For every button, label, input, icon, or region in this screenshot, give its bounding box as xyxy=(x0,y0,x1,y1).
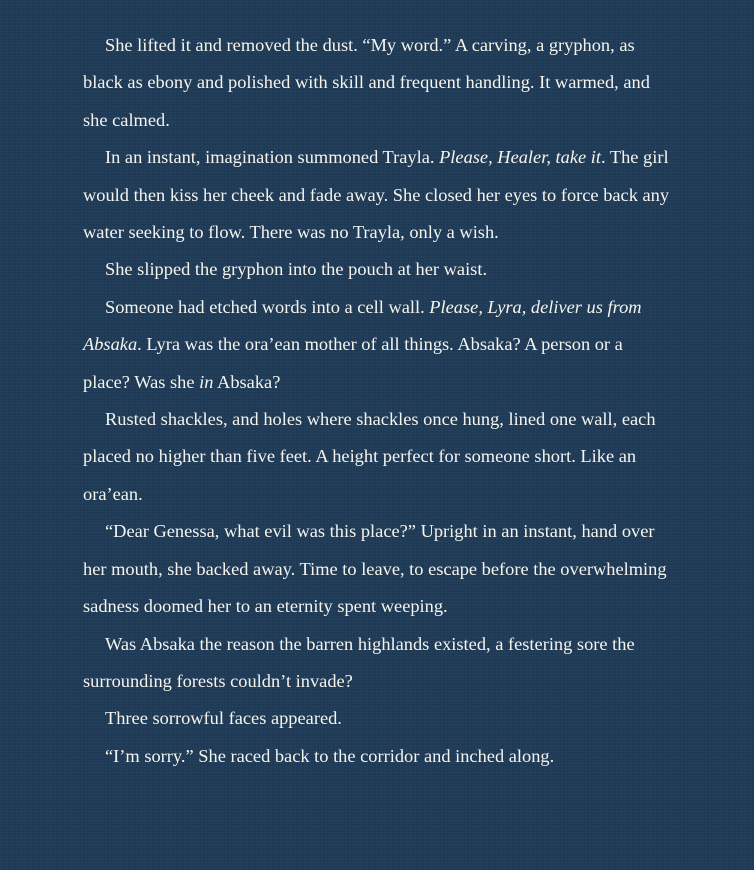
text-run: . Lyra was the ora’ean mother of all things. Absaka? A person or a place? Was she xyxy=(83,334,623,392)
text-run: Rusted shackles, and holes where shackles once hung, lined one wall, each placed no higher than five feet. A height perfect for someone short. Like an ora’ean. xyxy=(83,409,656,504)
italic-text-run: in xyxy=(199,371,214,392)
paragraph-5 xyxy=(83,401,673,513)
paragraph-9 xyxy=(83,738,673,775)
text-run: She slipped the gryphon into the pouch at her waist. xyxy=(105,259,488,280)
paragraph-4 xyxy=(83,289,673,401)
italic-text-run: Please, Healer, take it xyxy=(439,147,601,168)
text-run: “Dear Genessa, what evil was this place?” Upright in an instant, hand over her mouth, she backed away. Time to leave, to escape before the overwhelming sadness doomed her to an eternity spent weeping. xyxy=(83,521,667,617)
book-page xyxy=(83,27,673,775)
paragraph-6 xyxy=(83,513,673,625)
text-run: . The girl would then kiss her cheek and fade away. She closed her eyes to force back any water seeking to flow. There was no Trayla, only a wish. xyxy=(83,147,670,243)
paragraph-1 xyxy=(83,27,673,139)
text-run: Was Absaka the reason the barren highlands existed, a festering sore the surrounding forests couldn’t invade? xyxy=(83,633,635,691)
text-run: She lifted it and removed the dust. “My word.” A carving, a gryphon, as black as ebony and polished with skill and frequent handling. It warmed, and she calmed. xyxy=(83,35,650,130)
text-run: Absaka? xyxy=(213,371,281,392)
text-run: Someone had etched words into a cell wall. xyxy=(105,296,430,317)
text-run: In an instant, imagination summoned Trayla. xyxy=(105,147,440,168)
paragraph-7 xyxy=(83,626,673,701)
italic-text-run: Please, Lyra, deliver us from Absaka xyxy=(83,296,642,355)
paragraph-8 xyxy=(83,700,673,737)
text-run: “I’m sorry.” She raced back to the corridor and inched along. xyxy=(105,745,555,766)
text-run: Three sorrowful faces appeared. xyxy=(105,708,342,729)
paragraph-2 xyxy=(83,139,673,251)
paragraph-3 xyxy=(83,251,673,288)
